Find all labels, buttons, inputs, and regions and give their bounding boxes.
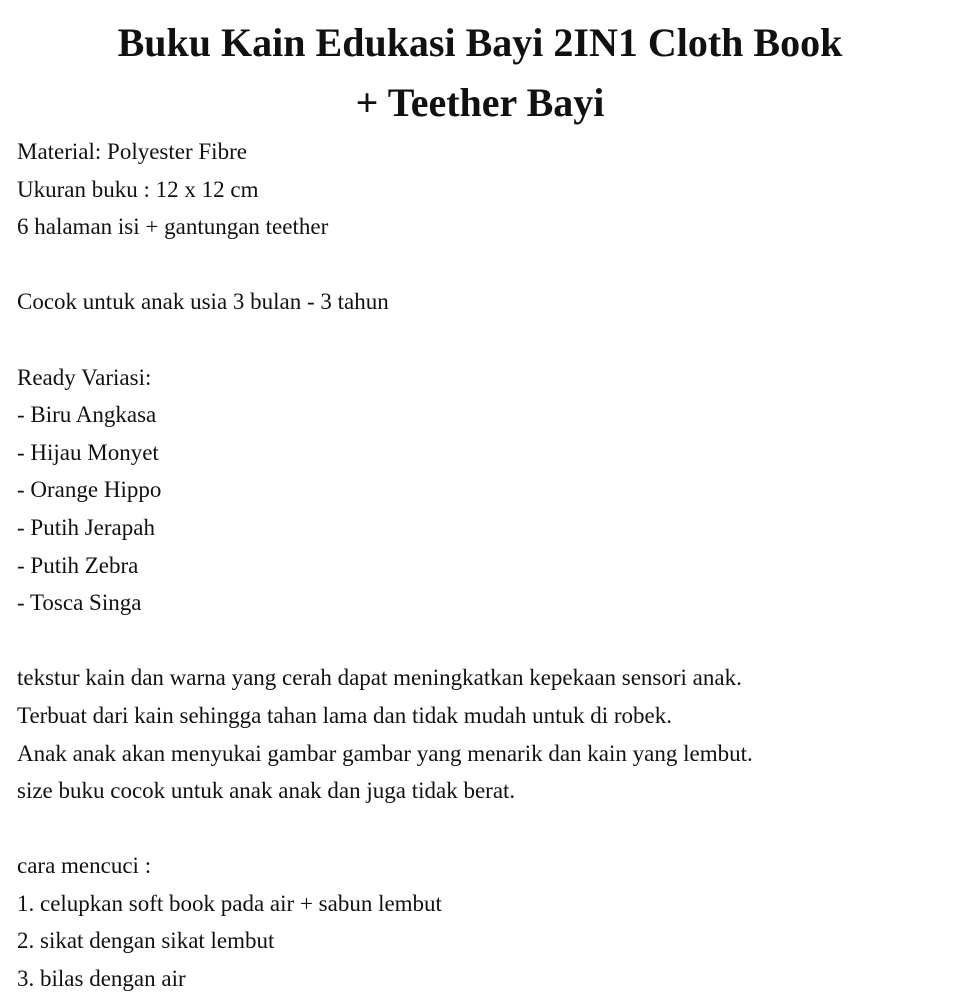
variant-item: - Putih Jerapah	[17, 514, 155, 540]
washing-step: 2. sikat dengan sikat lembut	[17, 928, 275, 954]
features-section	[17, 659, 947, 809]
washing-section	[17, 847, 947, 997]
age-recommendation: Cocok untuk anak usia 3 bulan - 3 tahun	[17, 289, 389, 315]
size-text: Ukuran buku : 12 x 12 cm	[17, 176, 259, 202]
product-description	[17, 133, 947, 998]
product-title-line-2: + Teether Bayi	[355, 80, 605, 125]
paragraph-spacer	[17, 810, 947, 848]
paragraph-spacer	[17, 622, 947, 660]
washing-step: 3. bilas dengan air	[17, 966, 186, 992]
material-text: Material: Polyester Fibre	[17, 139, 247, 164]
specs-section	[17, 133, 947, 246]
product-title	[0, 0, 960, 133]
pages-text: 6 halaman isi + gantungan teether	[17, 214, 329, 240]
variant-item: - Biru Angkasa	[17, 402, 157, 428]
variants-heading: Ready Variasi:	[17, 364, 152, 390]
paragraph-spacer	[17, 321, 947, 359]
variants-section	[17, 359, 947, 622]
variant-item: - Putih Zebra	[17, 552, 139, 578]
feature-line: size buku cocok untuk anak anak dan juga tidak berat.	[17, 778, 516, 804]
paragraph-spacer	[17, 246, 947, 284]
variant-item: - Tosca Singa	[17, 590, 142, 616]
variant-item: - Orange Hippo	[17, 477, 162, 503]
feature-line: Terbuat dari kain sehingga tahan lama dan tidak mudah untuk di robek.	[17, 702, 672, 728]
feature-line: Anak anak akan menyukai gambar gambar yang menarik dan kain yang lembut.	[17, 740, 753, 766]
washing-step: 1. celupkan soft book pada air + sabun lembut	[17, 890, 442, 916]
product-title-line-1: Buku Kain Edukasi Bayi 2IN1 Cloth Book	[117, 20, 843, 65]
washing-heading: cara mencuci :	[17, 853, 152, 879]
variant-item: - Hijau Monyet	[17, 439, 159, 465]
feature-line: tekstur kain dan warna yang cerah dapat meningkatkan kepekaan sensori anak.	[17, 665, 742, 691]
